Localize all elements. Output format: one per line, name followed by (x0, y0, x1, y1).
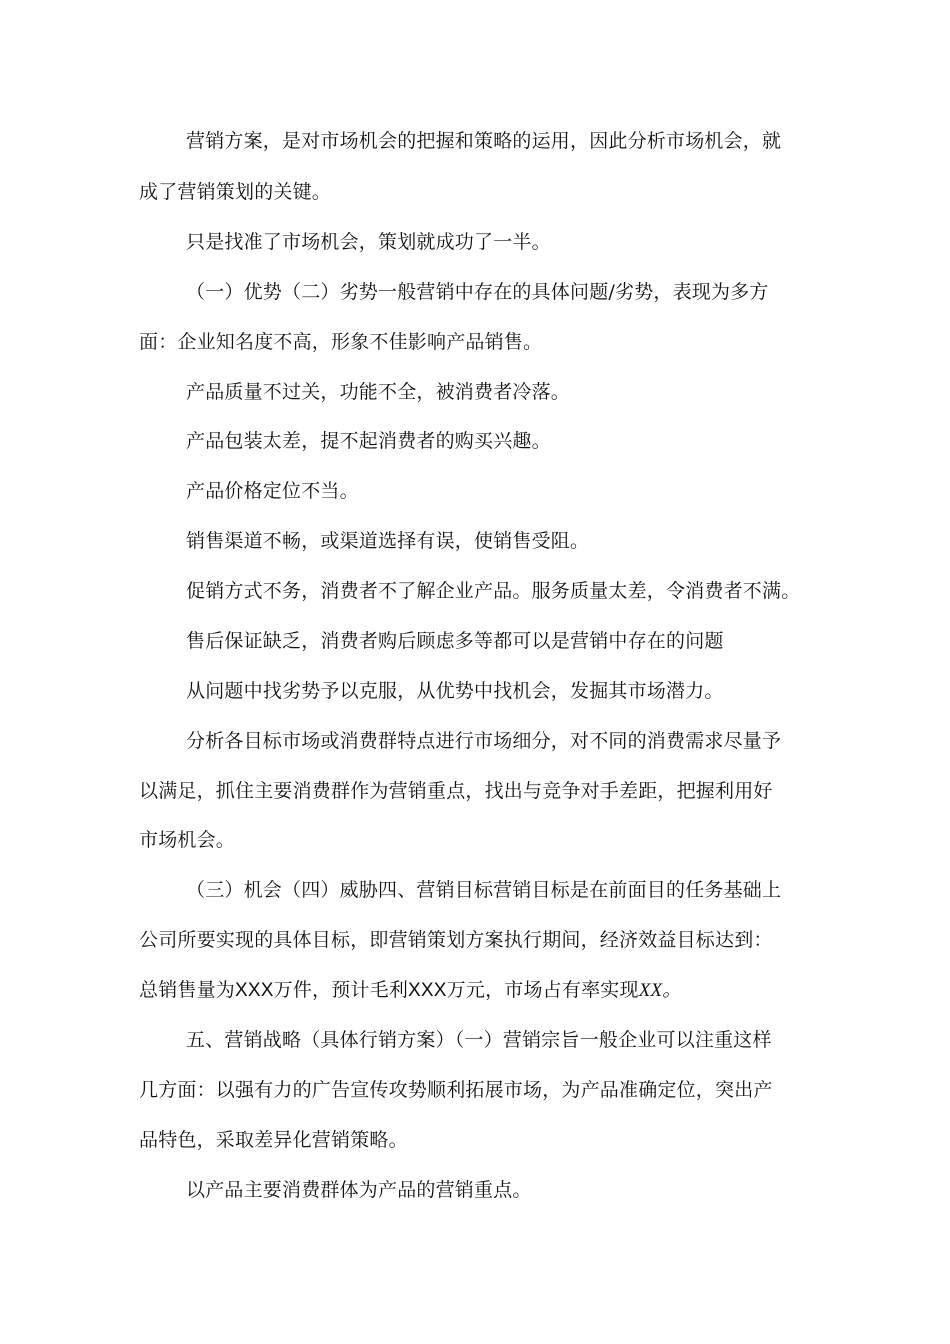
sales-text: 万件，预计毛利 (273, 979, 409, 1001)
sales-text: 万元，市场占有率实现 (446, 979, 639, 1001)
paragraph-line: 成了营销策划的关键。 (139, 181, 332, 203)
paragraph-line: 公司所要实现的具体目标，即营销策划方案执行期间，经济效益目标达到： (139, 929, 773, 951)
paragraph-line: 产品质量不过关，功能不全，被消费者冷落。 (186, 381, 571, 403)
paragraph-line: 五、营销战略（具体行销方案）（一）营销宗旨一般企业可以注重这样 (186, 1029, 772, 1051)
paragraph-line: 产品包装太差，提不起消费者的购买兴趣。 (186, 430, 551, 452)
paragraph-line: （一）优势（二）劣势一般营销中存在的具体问题/劣势，表现为多方 (186, 281, 769, 303)
profit-placeholder: XXX (408, 980, 447, 1001)
paragraph-line: 只是找准了市场机会，策划就成功了一半。 (186, 231, 551, 253)
sales-target-line (139, 978, 682, 1003)
paragraph-line: （三）机会（四）威胁四、营销目标营销目标是在前面目的任务基础上 (186, 879, 782, 901)
paragraph-line: 以产品主要消费群体为产品的营销重点。 (186, 1179, 532, 1201)
paragraph-line: 营销方案，是对市场机会的把握和策略的运用，因此分析市场机会，就 (186, 130, 782, 152)
share-placeholder: XX。 (638, 980, 682, 1001)
paragraph-line: 以满足，抓住主要消费群作为营销重点，找出与竞争对手差距，把握利用好 (139, 780, 773, 802)
paragraph-line: 销售渠道不畅，或渠道选择有误，使销售受阻。 (186, 530, 590, 552)
paragraph-line: 分析各目标市场或消费群特点进行市场细分，对不同的消费需求尽量予 (186, 730, 782, 752)
sales-placeholder: XXX (235, 980, 274, 1001)
paragraph-line: 产品价格定位不当。 (186, 480, 359, 502)
sales-text: 总销售量为 (139, 979, 236, 1001)
paragraph-line: 市场机会。 (139, 829, 236, 851)
paragraph-line: 促销方式不务，消费者不了解企业产品。服务质量太差，令消费者不满。 (186, 580, 801, 602)
paragraph-line: 面：企业知名度不高，形象不佳影响产品销售。 (139, 331, 543, 353)
paragraph-line: 从问题中找劣势予以克服，从优势中找机会，发掘其市场潜力。 (186, 680, 724, 702)
paragraph-line: 品特色，采取差异化营销策略。 (139, 1129, 408, 1151)
paragraph-line: 几方面：以强有力的广告宣传攻势顺利拓展市场，为产品准确定位，突出产 (139, 1079, 773, 1101)
paragraph-line: 售后保证缺乏，消费者购后顾虑多等都可以是营销中存在的问题 (186, 630, 724, 652)
